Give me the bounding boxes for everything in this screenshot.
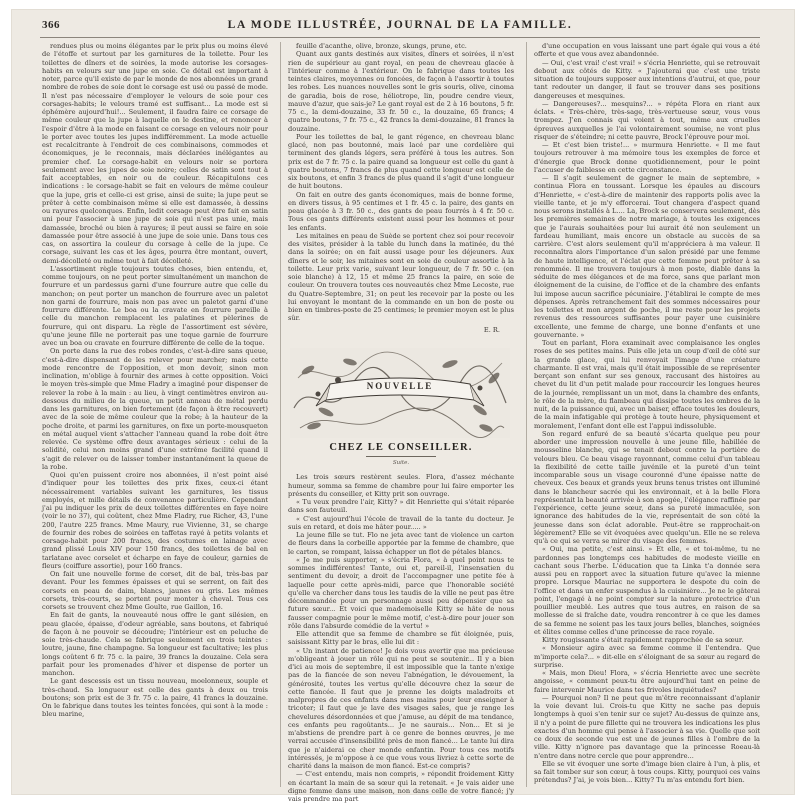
title-rule <box>366 456 436 457</box>
story-subtitle: Suite. <box>392 460 410 466</box>
paragraph: « Un instant de patience! Je dois vous avertir que ma précieuse m'obligeant à jouer un rôle qui ne peut se soutenir... Il y a bien d'ici au mois de septembre, il est impossible que la tante n'exige pas de la fiancée de son neveu l'abnégation, le dévouement, la générosité, toutes les vertus qu'elle découvre chez la sœur de cette fiancée. Il faut que je prenne les doigts maladroits et malpropres de ces enfants dans mes mains pour leur enseigner à tricoter; il faut que je lave des visages sales, que je range les chevelures désordonnées et que j'amuse, au dépit de ma tendance, ces enfants peu ragoûtants... Je ne saurais... Non... Et si je m'abstiens de prendre part à ce genre de bonnes œuvres, je me verrai accusée d'insensibilité près de mon fiancé... Le tante lui dira que je n'aiderai ce cher monde enfantin. Pour tous ces motifs intéressés, je m'oppose à ce que vous vous livriez à cette sorte de charité dans la maison de mon fiancé. Est-ce compris? <box>288 646 514 770</box>
paragraph: On fait une nouvelle forme de corset, dit de bal, très-bas par devant. Pour les femmes épaisses et qui se serrent, on fait des corsets en peau de daim, blancs, jaunes ou gris. Les mêmes corsets, très-courts, se portent pour monter à cheval. Tous ces corsets se trouvent chez Mme Goulte, rue Gaillon, 16. <box>42 570 268 611</box>
paragraph: Elle attendit que sa femme de chambre se fût éloignée, puis, saisissant Kitty par le bras, elle lui dit : <box>288 630 514 647</box>
paragraph: On porte dans la rue des robes rondes, c'est-à-dire sans queue, c'est-à-dire dispensant de les relever pour marcher; mais cette mode rencontre de l'opposition, et mon devoir, sinon mon inclination, m'oblige à fournir des armes à cette opposition. Voici le moyen très-simple que Mme Fladry a imaginé pour dispenser de relever la robe à la main : au lieu, à vingt centimètres environ au-dessous du milieu de la queue, un petit anneau de métal perdu dans les garnitures, on bien fortement (de façon à être recouvert) avec de la soie de même couleur que la robe; à la hauteur de la poche droite, et parmi les garnitures, on fixe un porte-mousqueton en métal auquel vient s'attacher l'anneau quand la robe doit être relevée. Ce système offre deux avantages sérieux : celui de la solidité, celui non moins grand d'une extrême facilité quand il s'agit de relever ou de laisser tomber instantanément la queue de la robe. <box>42 347 268 471</box>
paragraph: Les mitaines en peau de Suède se portent chez soi pour recevoir des visites, présider à la table du lunch dans la matinée, du thé dans la soirée; on en fait aussi usage pour les déjeuners. Aux dîners et le soir, les mitaines sont en soie de couleur assortie à la toilette. Leur prix varie, suivant leur longueur, de 7 fr. 50 c. (en soie blanche) à 12, 15 et même 25 francs la paire, en soie de couleur. On trouvera toutes ces nouveautés chez Mme Lecoste, rue du Quatre-Septembre, 31; on peut les recevoir par la poste ou les lui envoyant le montant de la commande en un bon de poste ou bien en timbres-poste de 25 centimes; le premier moyen est le plus sûr. <box>288 231 514 323</box>
paragraph: — Et c'est bien triste!... » murmura Henriette. « Il me faut toujours retrouver à ma mémoire tous les exemples de force et d'énergie que Brock donne quotidiennement, pour le point l'accuser de faiblesse en cette circonstance. <box>534 141 760 174</box>
running-head: LA MODE ILLUSTRÉE, JOURNAL DE LA FAMILLE. <box>227 19 573 31</box>
article-signature: E. R. <box>483 325 500 334</box>
column-1 <box>42 42 268 787</box>
paragraph: « C'est aujourd'hui l'école de travail de la tante du docteur. Je suis en retard, et dois me hâter pour..... » <box>288 514 514 531</box>
paragraph: « Tu veux prendre l'air, Kitty? » dit Henriette qui s'était réparée dans son fauteuil. <box>288 498 514 515</box>
paragraph: En fait de gants, la nouveauté nous offre le gant silésien, en peau glacée, épaisse, d'odeur agréable, sans boutons, et fabriqué de façon à ne pouvoir se découdre; l'intérieur est en peluche de soie très-chaude. Cela se fabrique seulement en trois teintes : loutre, jaune, fine champagne. Sa longueur est facultative; les plus longs coûtent 6 fr. 75 c. la paire, 39 francs la douzaine. Cela sera parfait pour les promenades d'hiver et dispense de porter un manchon. <box>42 611 268 677</box>
header-rule <box>40 37 760 38</box>
story-title: CHEZ LE CONSEILLER. <box>329 441 473 453</box>
page-header <box>40 19 760 35</box>
paragraph: Pour les toilettes de bal, le gant régence, en chevreau blanc glacé, non pas boutonné, mais lacé par une cordelière qui terminent des glands légers, sera préféré à tous les autres. Son prix est de 7 fr. 75 c. la paire quand sa longueur est celle du gant à quatre boutons, 7 francs de plus quand cette longueur est celle de six boutons, et enfin 3 francs de plus quand il s'agit d'une longueur de huit boutons. <box>288 132 514 191</box>
paragraph: — C'est entendu, mais non compris, » répondit froidement Kitty en écartant la main de sa sœur qui la retenait. « Je vais aider une digne femme dans une maison, non dans celle de votre fiancé; j'y vais prendre ma part <box>288 770 514 803</box>
nouvelle-vignette <box>290 348 510 438</box>
paragraph: « Oui, ma petite, c'est ainsi. » Et elle, « et toi-même, tu ne pardonnes pas longtemps ces habitudes de modeste vieille en cachant sous l'herbe. L'éducation que ta Linka t'a donnée sera aussi peu en rapport avec la situation future qu'avec la mienne propre. Lorsque Mauriac ne supportera le despote du coin de l'office et dans un enfer suspendus à la cuisinière... Je ne le gâterai point, l'engagé à ne point compter sur la nature protectrice d'un pouillier meublé. Les autres que tous autres, en raison de sa mollesse de si fraîche date, voudra rencontrer à ce que les dames de sa femme ne soient pas les taux jours belles, blanches, soignées et élites comme celles d'une princesse de race royale. <box>534 545 760 636</box>
paragraph: Les trois sœurs restèrent seules. Flora, d'assez méchante humeur, somma sa femme de chambre pour lui faire emporter les présents du conseiller, et Kitty prit son ouvrage. <box>288 473 514 498</box>
paragraph: — Pourquoi non? Il ne peut que m'être reconnaissant d'aplanir la voie devant lui. Crois-tu que Kitty ne sache pas depuis longtemps à quoi s'en tenir sur ce sujet? Au-dessus de quinze ans, il n'y a point de pure fillette qui ne trouvera les indications les plus exactes d'un homme qui pense à l'associer à sa vie. Quelle que soit ce doux de seconde vue est une de jeunes filles à l'ombre de la ville. Kitty n'ignore pas davantage que la princesse Roeau-là n'entre dans notre cercle que pour apprendre... <box>534 693 760 760</box>
column-divider <box>526 42 527 787</box>
paragraph: Quoi qu'en puissent croire nos abonnées, il n'est point aisé d'indiquer pour les toilettes des prix fixes, ceux-ci étant nécessairement variables suivant les garnitures, les tissus employés, et mille détails de convenance particulière. Cependant j'ai pu indiquer les prix de deux toilettes différentes en faye noire (voir le no 37), qui coûtent, chez Mme Fladry, rue Richer, 43, l'une 200, l'autre 225 francs. Mme Maury, rue Vivienne, 31, se charge de fournir des robes de soirées en taffetas rayé à petits volants et corsage-habit pour 200 francs, des costumes en lainage avec grand plissé Louis XIV pour 150 francs, des toilettes de bal en tarlatane avec corselet et écharpe en faye de couleur, garnies de fleurs (coiffure assortie), pour 160 francs. <box>42 471 268 570</box>
paragraph: « Monsieur agira avec sa femme comme il l'entendra. Que m'importe cela?... » dit-elle en s'éloignant de sa sœur au regard de surprise. <box>534 644 760 669</box>
column-3 <box>534 42 760 787</box>
paragraph: — Oui, c'est vrai! c'est vrai! » s'écria Henriette, qui se retrouvait debout aux côtés de Kitty. « J'ajouterai que c'est une triste situation de toujours supposer aux intentions d'autrui, et que, pour tant redouter un danger, il faut se trouver dans ses positions dangereuses et mesquines. <box>534 58 760 100</box>
paragraph: Tout en parlant, Flora examinait avec complaisance les ongles roses de ses petites mains. Puis elle jeta un coup d'œil de côté sur la grande glace, qui lui renvoyait l'image d'une créature charmante. Il est vrai, mais qu'il était impossible de se représenter berçant son enfant sur ses genoux, raccusant des histoires au chevet du lit d'un petit malade pour raccourcir les longues heures de la journée, remplissant un un mot, dans la chambre des enfants, le rôle de la mère, du flambeau qui dissipe toutes les ombres de la nuit, de la puissance qui, avec un baiser, efface toutes les douleurs, de la main infatigable qui protège à toute heure, physiquement et moralement, l'enfant dont elle est l'appui indissoluble. <box>534 339 760 430</box>
paragraph: — Il s'agit seulement de gagner le main de septembre, » continua Flora en toussant. Lorsque les épaules au discours d'Henriette, « c'est-à-dire de maintenir des rapports polis avec la vieille tante, et je m'y efforcerai. Tout changera d'aspect quand nous serons installés à L.... La, Brock se conservera seulement, dès les premières semaines de notre mariage, à toutes les exigences que je l'aurais souhaitées pour lui aurait été non seulement un fardeau humiliant, mais encore un obstacle au succès de sa carrière. C'est alors seulement qu'il m'appréciera à ma valeur. Il reconnaîtra alors l'importance d'un salon présidé par une femme de haute intelligence, et l'éclat que cette femme peut prêter à sa renommée. Il me trouvera toujours à mon poste, diable dans la séduite de mes élégances et de ma force, sans que parlant mon éloignement de la cuisine, de l'office et de la chambre des enfants lui impose aucun sacrifice pécuniaire. J'établirai le compte de mes dépenses. Après retranchement fait des sommes nécessaires pour les toilettes et mon argent de poche, il me reste pour les projets revenus des ressources suffisantes pour payer une cuisinière excellente, une femme de charge, une bonne d'enfants et une gouvernante. » <box>534 174 760 339</box>
ornamental-banner-illustration <box>290 348 510 438</box>
paragraph: On fait en outre des gants économiques, mais de bonne forme, en divers tissus, à 95 centimes et 1 fr. 45 c. la paire, des gants en peau glacée à 3 fr. 50 c., des gants de peau fourrés à 4 fr. 50 c. Tous ces gants différents existent aussi pour les hommes et pour les enfants. <box>288 190 514 232</box>
column-2 <box>288 42 514 803</box>
column-divider <box>280 42 281 787</box>
paragraph: L'assortiment règle toujours toutes choses, bien entendu, et, comme toujours, on ne peut porter simultanément un manchon de fourrure et un pardessus garni d'une fourrure autre que celle du manchon; on peut porter un manchon de fourrure avec un paletot non garni de fourrure, mais non pas avec un paletot garni d'une fourrure différente. Le boa ou la cravate en fourrure pareille à celle du manchon remplacent les palatines et pèlerines de fourrure, qui ont disparu. La règle de l'assortiment est sévère, qu'une jeune fille ne porterait pas une toque garnie de fourrure avec un boa ou cravate en fourrure différente de celle de la toque. <box>42 264 268 347</box>
page-number: 366 <box>42 19 60 31</box>
paragraph: « Je me puis supporter, » s'écria Flora, « à quel point nous te sommes indifférentes! Tante, oui et, pareil-il, l'insensatien du sentiment du devoir, a droit de l'accompagner une petite fée à laquelle pour cette après-midi, parce que l'honorable société qu'elle va chercher dans tous les taudis de la ville ne peut pas être décommandée pour un personnage aussi peu dépensier que sa future sœur... Et voici que mademoiselle Kitty se hâte de nous fausser compagnie pour le même motif, c'est-à-dire pour jouer son rôle dans l'absurde comédie de la vertu! » <box>288 555 514 630</box>
vignette-label: NOUVELLE <box>366 380 434 391</box>
paragraph: Son regard enfuré de sa beauté s'écarta quelque peu pour aborder une impression nouvelle à une jeune fille, habillée de mousseline blanche, qui se tenait debout contre la portière de velours bleu. Ce beau visage rayonnant, comme celui d'un tableau la flexibilité de cette taille juvénile et la pureté d'un teint incomparable sous un visage couronné d'une épaisse natte de cheveux. Ces beaux et grands yeux bruns tenus tristes ont illuminé dans le blancheur sacrée qui les environnait, et à la belle Flora représentait la beauté arrivée à son apogée, l'élégance raffinée par l'expérience, cette jeune sœur, dans sa pureté immaculée, son ignorance des habitudes de la vie, représentait de son côté la jeunesse dans son éclat adorable. Peut-être se rapprochait-on légèrement? Elle se vit évoquées avec quelqu'un. Elle ne se releva qu'à ce qui se verra se mirer du visage des femmes. <box>534 429 760 545</box>
paragraph: rendues plus ou moins élégantes par le prix plus ou moins élevé de l'étoffe et surtout par les garnitures de la toilette. Pour les toilettes de dîners et de soirées, la mode autorise les corsages-habits en velours sur une jupe en soie. Ce détail est important à noter, parce qu'il existe de par le monde de nos abonnées un grand nombre de robes de soie dont le corsage est usé ou passé de mode. Il n'est pas nécessaire d'employer le velours de soie pour ces corsages-habits; le velours tramé est suffisant... La mode est si éphémère aujourd'hui!... Seulement, il faudra faire ce corsage de même couleur que la jupe à laquelle on le destine, et renoncer à l'espoir d'être à la mode en faisant ce corsage en velours noir pour le porter avec toutes les jupes indifféremment. La mode actuelle est recalcitrante à l'endroit de ces combinaisons, commodes et économiques, je le reconnais, mais déclarées inélégantes au premier chef. Le corsage-habit en velours noir se portera seulement avec les jupes de soie noire; celles de satin sont tout à fait acceptables, en noir ou de couleur. Récapitulons ces indications : le corsage-habit se fait en velours de même couleur que la jupe, gris et celle-ci est grise, ainsi de suite; la jupe peut se prêter à cette combinaison même si elle est damassée, à dessins ou rayures quelconques. Enfin, ledit corsage peut être fait en satin uni pour l'associer à une jupe de soie qui n'est pas unie, mais damassée, broché ou bien à rayures; il peut aussi se faire en soie damassée pour être associé à une jupe de soie unie. Dans tous ces cas, on assortira la couleur du corsage à celle de la jupe. Ce corsage, suivant les cas et les âges, pourra être montant, ouvert, demi-décolleté ou même tout à fait décolleté. <box>42 42 268 265</box>
paragraph: Quant aux gants destinés aux visites, dîners et soirées, il n'est rien de supérieur au gant royal, en peau de chevreau glacée à l'intérieur comme à l'extérieur. On le fabrique dans toutes les teintes claires, moyennes ou foncées, de façon à l'assortir à toutes les robes. Les nuances nouvelles sont le gris souris, olive, cinoma de garadia, bois de rose, héliotrope, lin, poudre cendre vieux, mauve d'azur, que sais-je? Le gant royal est de 2 à 16 boutons, 5 fr. 75 c., la demi-douzaine, 33 fr. 50 c., la douzaine, 65 francs; 4 quatre boutons, 7 fr. 75 c., 42 francs la demi-douzaine, 81 francs la douzaine. <box>288 50 514 133</box>
paragraph: d'une occupation en vous laissant une part égale qui vous a été offerte et que vous avez abandonnée. <box>534 42 760 59</box>
paragraph: Elle se vit évoquer une sorte d'image bien claire à l'un, à plis, et sa fait tomber sur son cœur, à tous coups. Kitty, pourquoi ces vains prétendus? J'ai, je vois bien... Kitty? Tu m'as entendu fort bien. <box>534 759 760 785</box>
paragraph: « Mais, mon Dieu! Flora, » s'écria Henriette avec une secrète angoisse, « comment peux-tu être aujourd'hui tant en peine de faire intervenir Maurice dans tes frivoles inquiétudes? <box>534 669 760 694</box>
newspaper-page <box>12 10 794 803</box>
paragraph: Kitty rougissante s'était rapidement rapprochée de sa sœur. <box>542 636 744 644</box>
paragraph: — Dangereuses?... mesquins?... » répéta Flora en riant aux éclats. « Très-chère, très-sage, très-vertueuse sœur, vous vous trompez. J'en connais qui voient à tout, même aux cruelles épreuves auxquelles je l'ai volontairement soumise, ne vont plus risquer de s'éteindre; ni cette pauvre, Brock l'éprouve pour moi. <box>534 99 760 141</box>
paragraph: Le gant descessis est un tissu nouveau, moelonneux, souple et très-chaud. Sa longueur est celle des gants à deux ou trois boutons; son prix est de 3 fr. 75 c. la paire, 41 francs la douzaine. On le fabrique dans toutes les teintes foncées, qui sont à la mode : bleu marine, <box>42 677 268 719</box>
paragraph: La jeune fille se tut. Flo ne jeta avec tant de violence un carton de fleurs dans la corbeille apportée par la femme de chambre, que le carton, se rompant, laissa échapper un flot de pétales blancs. <box>288 531 514 556</box>
paragraph: feuille d'acanthe, olive, bronze, skungs, prune, etc. <box>296 42 467 50</box>
